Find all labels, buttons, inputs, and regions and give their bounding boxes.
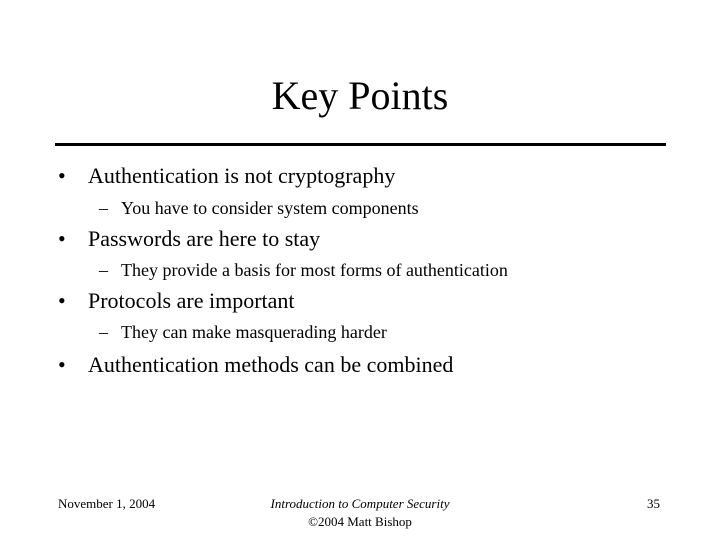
footer-date: November 1, 2004 — [58, 496, 156, 511]
sub-bullet-marker: – — [99, 198, 108, 218]
bullet-item — [58, 225, 320, 253]
slide-title: Key Points — [271, 73, 449, 118]
bullet-marker: • — [58, 226, 66, 251]
bullet-text: Authentication methods can be combined — [88, 352, 454, 377]
sub-bullet-text: You have to consider system components — [121, 198, 419, 218]
bullet-item — [58, 351, 453, 379]
bullet-item — [58, 287, 295, 315]
bullet-item — [58, 162, 395, 190]
bullet-marker: • — [58, 288, 66, 313]
bullet-text: Protocols are important — [88, 288, 295, 313]
sub-bullet-item — [99, 259, 508, 281]
sub-bullet-text: They can make masquerading harder — [121, 322, 387, 342]
bullet-marker: • — [58, 352, 66, 377]
footer-course-title: Introduction to Computer Security — [270, 496, 450, 511]
footer-copyright: ©2004 Matt Bishop — [308, 514, 412, 529]
sub-bullet-marker: – — [99, 322, 108, 342]
sub-bullet-text: They provide a basis for most forms of authentication — [121, 260, 508, 280]
sub-bullet-marker: – — [99, 260, 108, 280]
bullet-text: Passwords are here to stay — [88, 226, 321, 251]
sub-bullet-item — [99, 197, 419, 219]
sub-bullet-item — [99, 321, 387, 343]
bullet-text: Authentication is not cryptography — [88, 163, 396, 188]
footer-center — [200, 495, 520, 531]
bullet-marker: • — [58, 163, 66, 188]
page-number: 35 — [647, 496, 660, 511]
